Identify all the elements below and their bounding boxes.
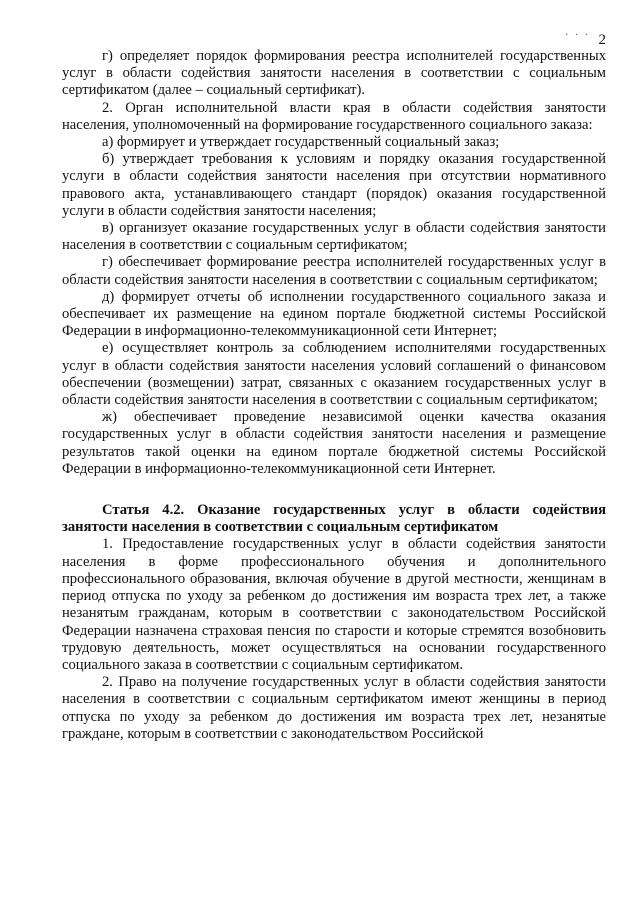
list-item-g: г) обеспечивает формирование реестра исполнителей государственных услуг в области содействия занятости населения в соответствии с социальным сертификатом;: [62, 254, 606, 288]
article-paragraph-1: 1. Предоставление государственных услуг в области содействия занятости населения в форме профессионального обучения и дополнительного профессионального образования, включая обучение в другой местности, женщинам в период отпуска по уходу за ребенком до достижения им возраста трех лет, а также незанятым гражданам, которым в соответствии с законодательством Российской Федерации назначена страховая пенсия по старости и которые стремятся возобновить трудовую деятельность, может осуществляться на основании государственного социального заказа в соответствии с социальным сертификатом.: [62, 536, 606, 673]
list-item-e: е) осуществляет контроль за соблюдением исполнителями государственных услуг в области содействия занятости населения условий соглашений о финансовом обеспечении (возмещении) затрат, связанных с оказанием государственных услуг в области содействия занятости населения в соответствии с социальным сертификатом;: [62, 340, 606, 409]
article-paragraph-2: 2. Право на получение государственных услуг в области содействия занятости населения в соответствии с социальным сертификатом имеют женщины в период отпуска по уходу за ребенком до достижения им возраста трех лет, незанятые граждане, которым в соответствии с законодательством Российской: [62, 674, 606, 742]
list-item-a: а) формирует и утверждает государственный социальный заказ;: [102, 134, 500, 151]
document-body: [62, 48, 606, 743]
list-item-zh: ж) обеспечивает проведение независимой оценки качества оказания государственных услуг в области содействия занятости населения и размещение результатов такой оценки на едином портале бюджетной системы Российской Федерации в информационно-телекоммуникационной сети Интернет.: [62, 409, 606, 477]
paragraph-authority-powers: 2. Орган исполнительной власти края в области содействия занятости населения, уполномоченный на формирование государственного социального заказа:: [62, 99, 606, 133]
list-item-b: б) утверждает требования к условиям и порядку оказания государственной услуги в области содействия занятости населения при отсутствии нормативного правового акта, устанавливающего стандарт (порядок) оказания государственной услуги в области содействия занятости населения;: [62, 151, 606, 219]
list-item-v: в) организует оказание государственных услуг в области содействия занятости населения в соответствии с социальным сертификатом;: [62, 220, 606, 254]
scan-mark: · · ·: [565, 30, 590, 41]
article-title: Статья 4.2. Оказание государственных услуг в области содействия занятости населения в соответствии с социальным сертификатом: [62, 502, 606, 536]
page-number: 2: [598, 32, 606, 48]
paragraph-g-registry-procedure: г) определяет порядок формирования реестра исполнителей государственных услуг в области содействия занятости населения в соответствии с социальным сертификатом (далее – социальный сертификат).: [62, 48, 606, 99]
list-item-d: д) формирует отчеты об исполнении государственного социального заказа и обеспечивает их размещение на едином портале бюджетной системы Российской Федерации в информационно-телекоммуникационной сети Интернет;: [62, 288, 606, 340]
